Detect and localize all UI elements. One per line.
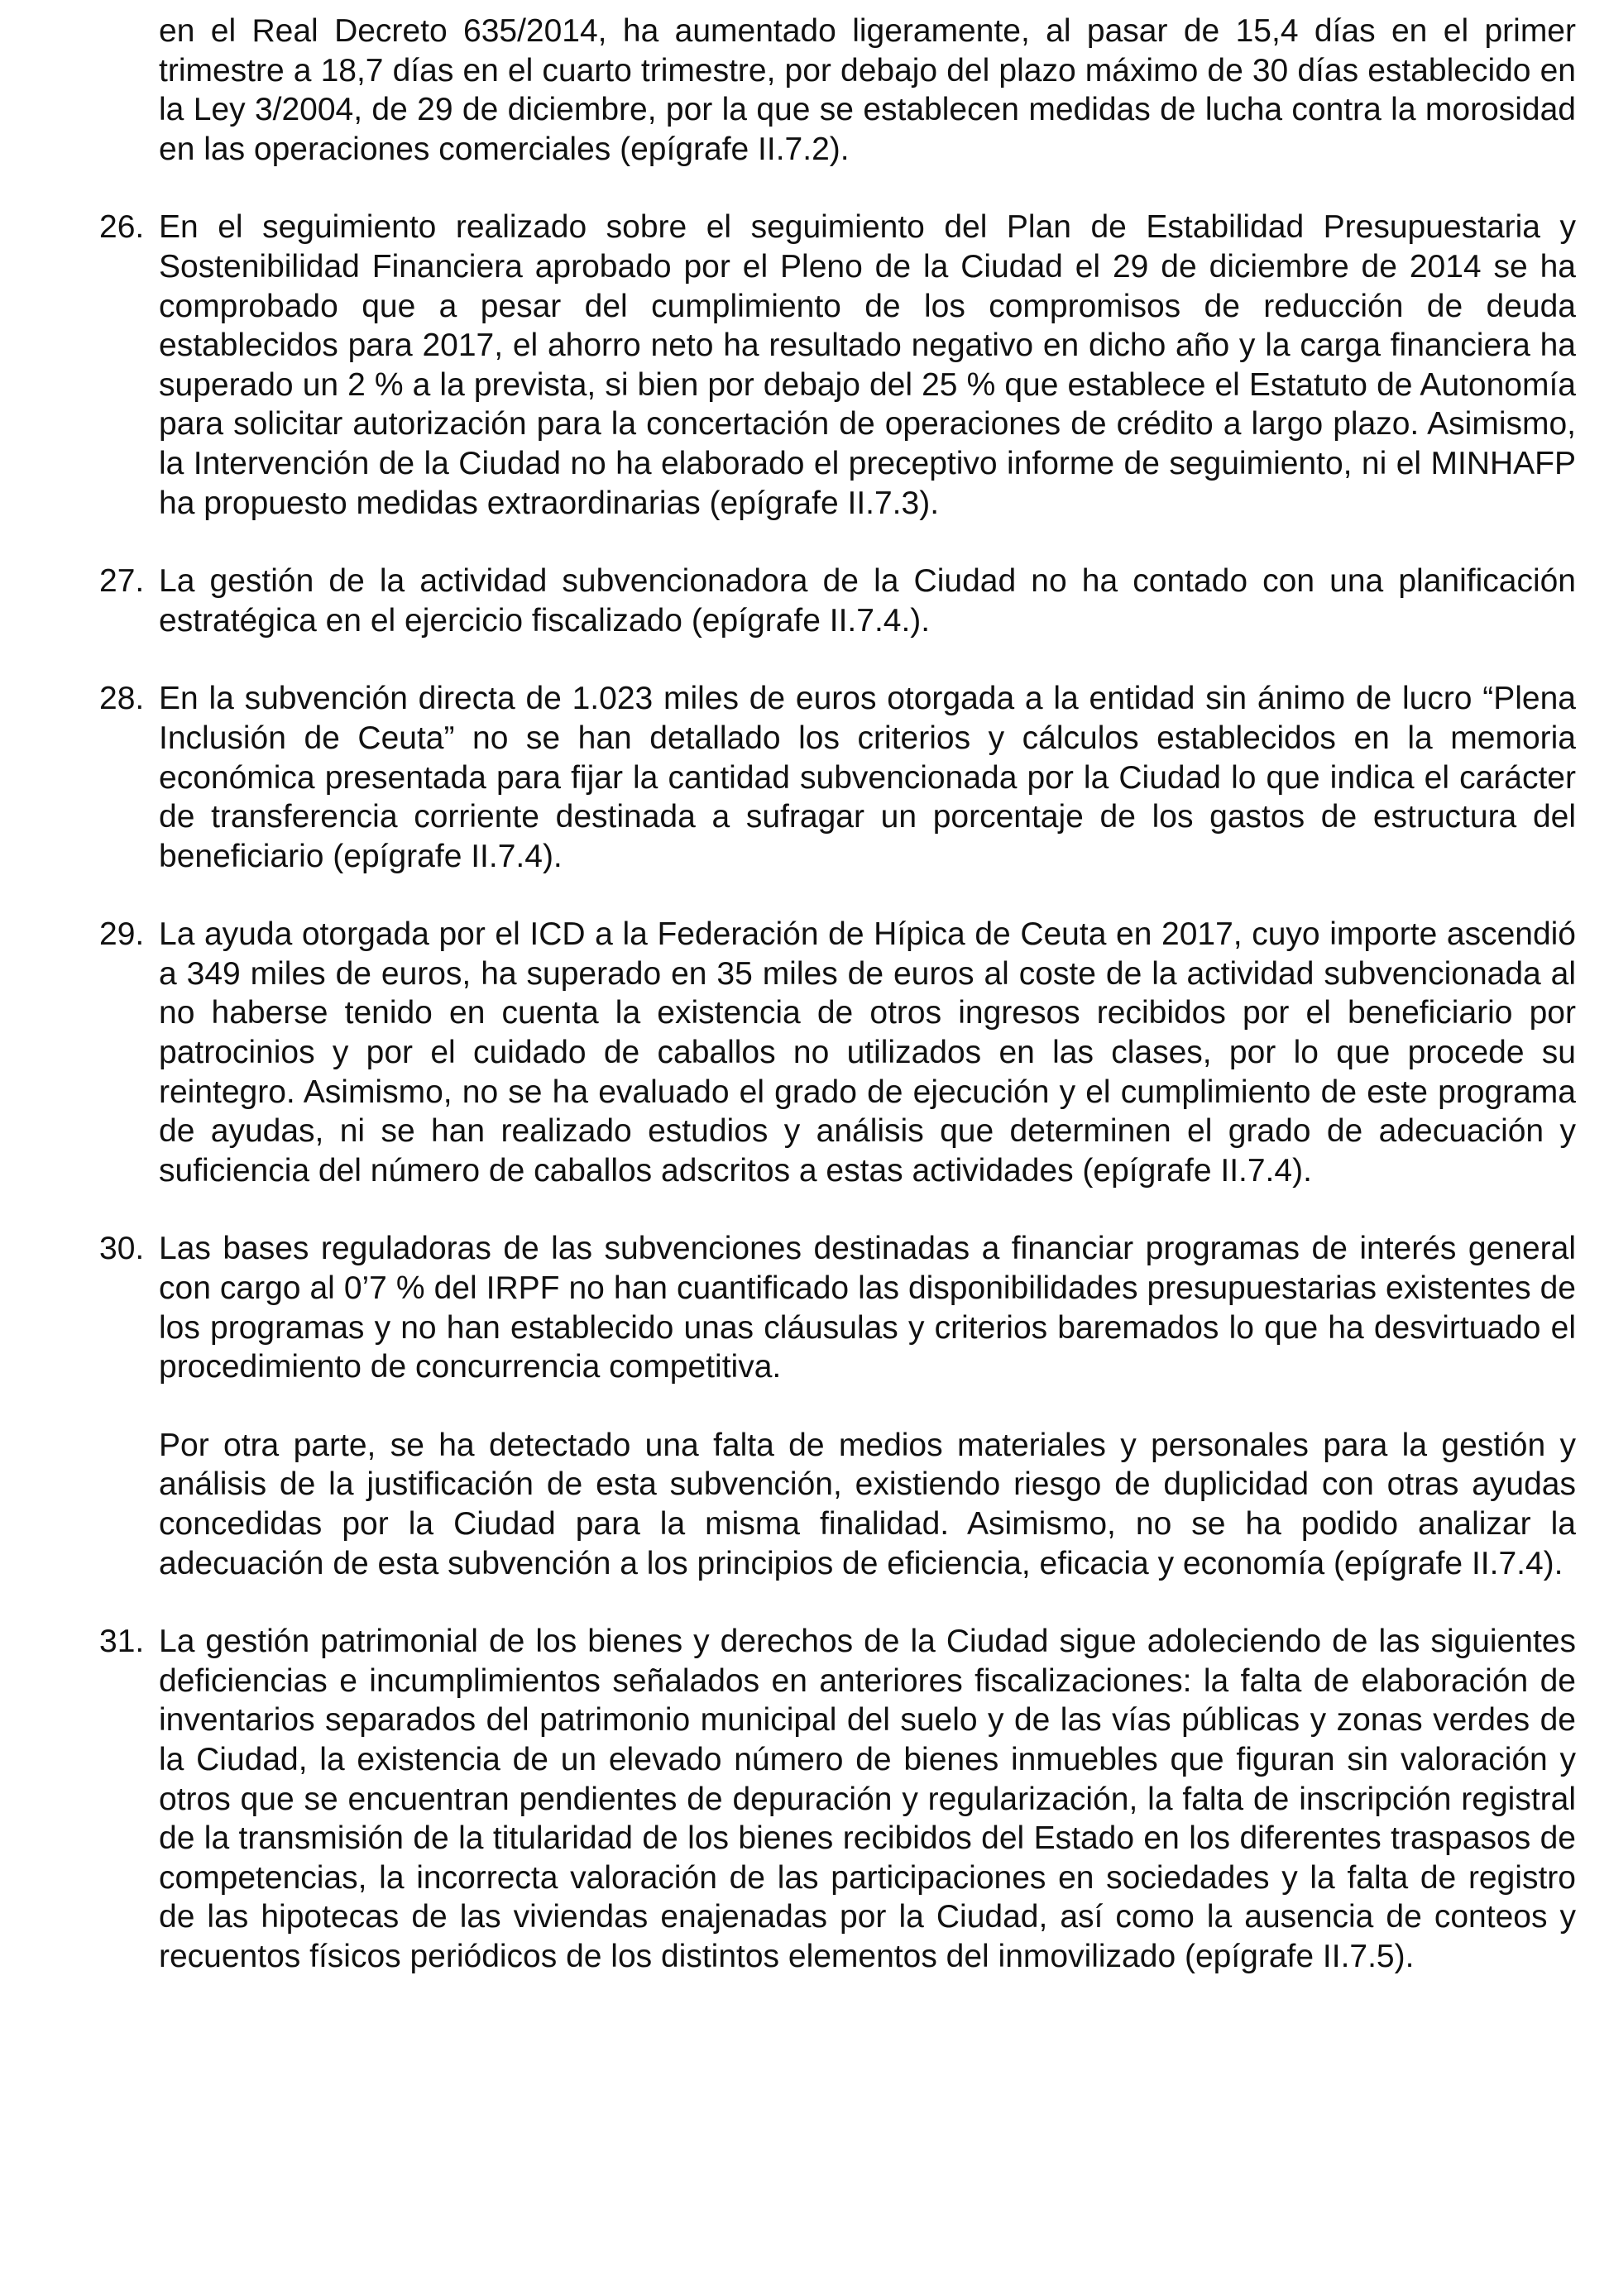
- document-body: [99, 12, 1576, 2016]
- paragraph-29: [99, 915, 1576, 1190]
- paragraph-number: 26.: [99, 209, 145, 246]
- paragraph-number: 29.: [99, 916, 145, 953]
- paragraph-31: [99, 1622, 1576, 1976]
- paragraph-number: 31.: [99, 1624, 145, 1660]
- paragraph-25-continued: [99, 12, 1576, 169]
- paragraph-30: [99, 1229, 1576, 1583]
- paragraph-number: 28.: [99, 681, 145, 717]
- paragraph-text: En la subvención directa de 1.023 miles de euros otorgada a la entidad sin ánimo de lucro “Plena Inclusión de Ceuta” no se han detallado los criterios y cálculos establecidos en la memoria económica presentada para fijar la cantidad subvencionada por la Ciudad lo que indica el carácter de transferencia corriente destinada a sufragar un porcentaje de los gastos de estructura del beneficiario (epígrafe II.7.4).: [159, 681, 1576, 874]
- paragraph-number: 27.: [99, 563, 145, 600]
- paragraph-text: En el seguimiento realizado sobre el seguimiento del Plan de Estabilidad Presupuestaria y Sostenibilidad Financiera aprobado por el Pleno de la Ciudad el 29 de diciembre de 2014 se ha comprobado que a pesar del cumplimiento de los compromisos de reducción de deuda establecidos para 2017, el ahorro neto ha resultado negativo en dicho año y la carga financiera ha superado un 2 % a la prevista, si bien por debajo del 25 % que establece el Estatuto de Autonomía para solicitar autorización para la concertación de operaciones de crédito a largo plazo. Asimismo, la Intervención de la Ciudad no ha elaborado el preceptivo informe de seguimiento, ni el MINHAFP ha propuesto medidas extraordinarias (epígrafe II.7.3).: [159, 209, 1576, 521]
- paragraph-number: [99, 12, 159, 169]
- paragraph-28: [99, 679, 1576, 876]
- paragraph-text: en el Real Decreto 635/2014, ha aumentado ligeramente, al pasar de 15,4 días en el primer trimestre a 18,7 días en el cuarto trimestre, por debajo del plazo máximo de 30 días establecido en la Ley 3/2004, de 29 de diciembre, por la que se establecen medidas de lucha contra la morosidad en las operaciones comerciales (epígrafe II.7.2).: [159, 13, 1576, 167]
- paragraph-text: La gestión de la actividad subvencionadora de la Ciudad no ha contado con una planificación estratégica en el ejercicio fiscalizado (epígrafe II.7.4.).: [159, 563, 1576, 639]
- paragraph-26: [99, 208, 1576, 523]
- paragraph-body: [159, 1229, 1576, 1583]
- paragraph-continuation: Por otra parte, se ha detectado una falta de medios materiales y personales para la gestión y análisis de la justificación de esta subvención, existiendo riesgo de duplicidad con otras ayudas concedidas por la Ciudad para la misma finalidad. Asimismo, no se ha podido analizar la adecuación de esta subvención a los principios de eficiencia, eficacia y economía (epígrafe II.7.4).: [159, 1427, 1576, 1581]
- paragraph-text: La ayuda otorgada por el ICD a la Federación de Hípica de Ceuta en 2017, cuyo importe ascendió a 349 miles de euros, ha superado en 35 miles de euros al coste de la actividad subvencionada al no haberse tenido en cuenta la existencia de otros ingresos recibidos por el beneficiario por patrocinios y por el cuidado de caballos no utilizados en las clases, por lo que procede su reintegro. Asimismo, no se ha evaluado el grado de ejecución y el cumplimiento de este programa de ayudas, ni se han realizado estudios y análisis que determinen el grado de adecuación y suficiencia del número de caballos adscritos a estas actividades (epígrafe II.7.4).: [159, 916, 1576, 1189]
- paragraph-number: 30.: [99, 1231, 145, 1267]
- paragraph-text: La gestión patrimonial de los bienes y derechos de la Ciudad sigue adoleciendo de las siguientes deficiencias e incumplimientos señalados en anteriores fiscalizaciones: la falta de elaboración de inventarios separados del patrimonio municipal del suelo y de las vías públicas y zonas verdes de la Ciudad, la existencia de un elevado número de bienes inmuebles que figuran sin valoración y otros que se encuentran pendientes de depuración y regularización, la falta de inscripción registral de la transmisión de la titularidad de los bienes recibidos del Estado en los diferentes traspasos de competencias, la incorrecta valoración de las participaciones en sociedades y la falta de registro de las hipotecas de las viviendas enajenadas por la Ciudad, así como la ausencia de conteos y recuentos físicos periódicos de los distintos elementos del inmovilizado (epígrafe II.7.5).: [159, 1624, 1576, 1974]
- paragraph-27: [99, 562, 1576, 640]
- paragraph-text: Las bases reguladoras de las subvenciones destinadas a financiar programas de interés general con cargo al 0’7 % del IRPF no han cuantificado las disponibilidades presupuestarias existentes de los programas y no han establecido unas cláusulas y criterios baremados lo que ha desvirtuado el procedimiento de concurrencia competitiva.: [159, 1231, 1576, 1385]
